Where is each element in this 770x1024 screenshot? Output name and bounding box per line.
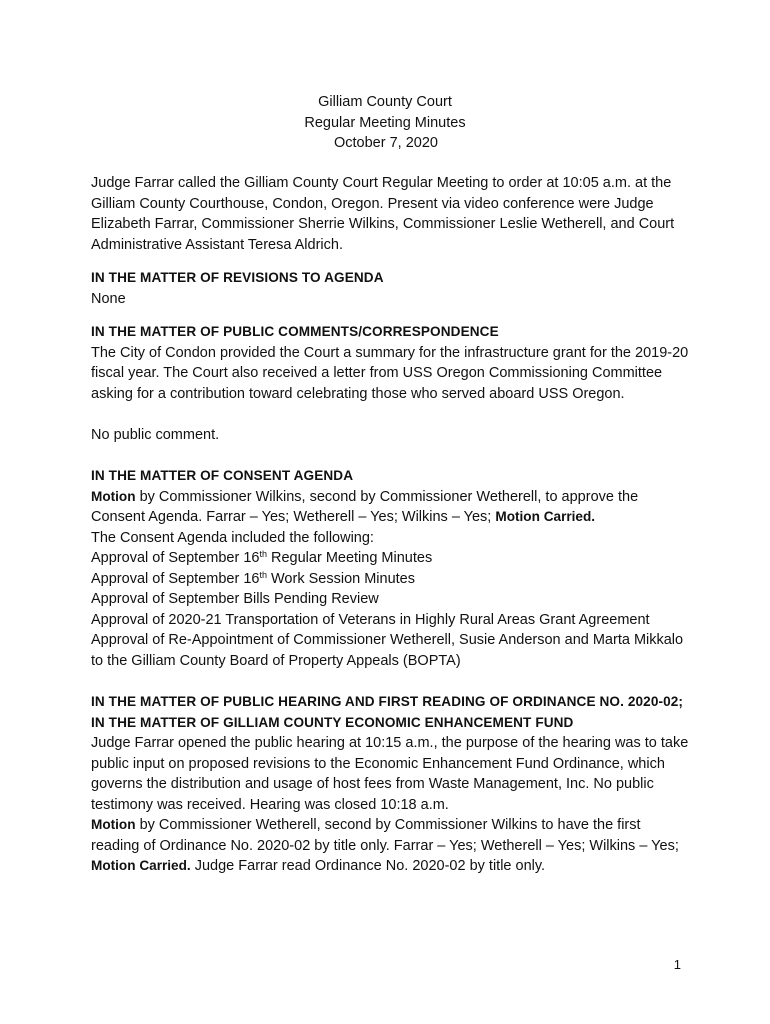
consent-item: Approval of 2020-21 Transportation of Veterans in Highly Rural Areas Grant Agreement [91,611,650,628]
consent-item-text: Regular Meeting Minutes [266,550,433,566]
consent-item [91,548,691,569]
agenda-revisions-heading: IN THE MATTER OF REVISIONS TO AGENDA [91,270,384,285]
consent-included: The Consent Agenda included the following: [91,529,374,546]
page-number: 1 [673,957,681,972]
consent-agenda-heading: IN THE MATTER OF CONSENT AGENDA [91,468,354,483]
consent-motion-text: by Commissioner Wilkins, second by Commissioner Wetherell, to approve the Consent Agenda. Farrar – Yes; Wetherell – Yes; Wilkins – Yes; [91,488,639,525]
consent-item-text: Work Session Minutes [266,570,415,587]
consent-item: Approval of Re-Appointment of Commissioner Wetherell, Susie Anderson and Marta Mikkalo to the Gilliam County Board of Property Appeals (BOPTA) [91,632,684,669]
public-hearing-heading: IN THE MATTER OF PUBLIC HEARING AND FIRST READING OF ORDINANCE NO. 2020-02; IN THE MATTER OF GILLIAM COUNTY ECONOMIC ENHANCEMENT FUND [91,694,684,730]
consent-motion [91,487,691,528]
consent-item-text: Approval of September 16 [91,570,260,587]
public-comment-note: No public comment. [91,426,220,443]
motion-label: Motion [91,488,136,504]
hearing-after-text: Judge Farrar read Ordinance No. 2020-02 by title only. [190,858,546,874]
public-hearing-body: Judge Farrar opened the public hearing at 10:15 a.m., the purpose of the hearing was to take public input on proposed revisions to the Economic Enhancement Fund Ordinance, which governs the distribution and usage of host fees from Waste Management, Inc. No public testimony was received. Hearing was closed 10:18 a.m. [91,735,689,813]
motion-label: Motion [91,817,136,832]
court-name: Gilliam County Court [318,94,452,110]
hearing-motion-text: by Commissioner Wetherell, second by Commissioner Wilkins to have the first reading of Ordinance No. 2020-02 by title only. Farrar – Yes; Wetherell – Yes; Wilkins – Yes; [91,817,679,854]
ordinal-suffix: th [259,569,267,580]
intro-paragraph: Judge Farrar called the Gilliam County Court Regular Meeting to order at 10:05 a.m. at the Gilliam County Courthouse, Condon, Oregon. Present via video conference were Judge Elizabeth Farrar, Commissioner Sherrie Wilkins, Commissioner Leslie Wetherell, and Court Administrative Assistant Teresa Aldrich. [91,175,675,253]
document-title-block [0,92,770,154]
meeting-date: October 7, 2020 [334,135,438,151]
ordinal-suffix: th [259,549,267,559]
hearing-motion [91,815,691,877]
consent-item [91,569,691,590]
motion-carried: Motion Carried. [495,509,596,524]
motion-carried: Motion Carried. [91,858,191,873]
agenda-revisions-body: None [91,290,126,307]
public-comments-heading: IN THE MATTER OF PUBLIC COMMENTS/CORRESPONDENCE [91,324,499,339]
public-comments-body: The City of Condon provided the Court a summary for the infrastructure grant for the 2019-20 fiscal year. The Court also received a letter from USS Oregon Commissioning Committee asking for a contribution toward celebrating those who served aboard USS Oregon. [91,344,689,402]
consent-item-text: Approval of September 16 [91,550,260,566]
minutes-body [91,173,691,877]
meeting-type: Regular Meeting Minutes [304,114,466,131]
consent-item: Approval of September Bills Pending Review [91,591,379,607]
